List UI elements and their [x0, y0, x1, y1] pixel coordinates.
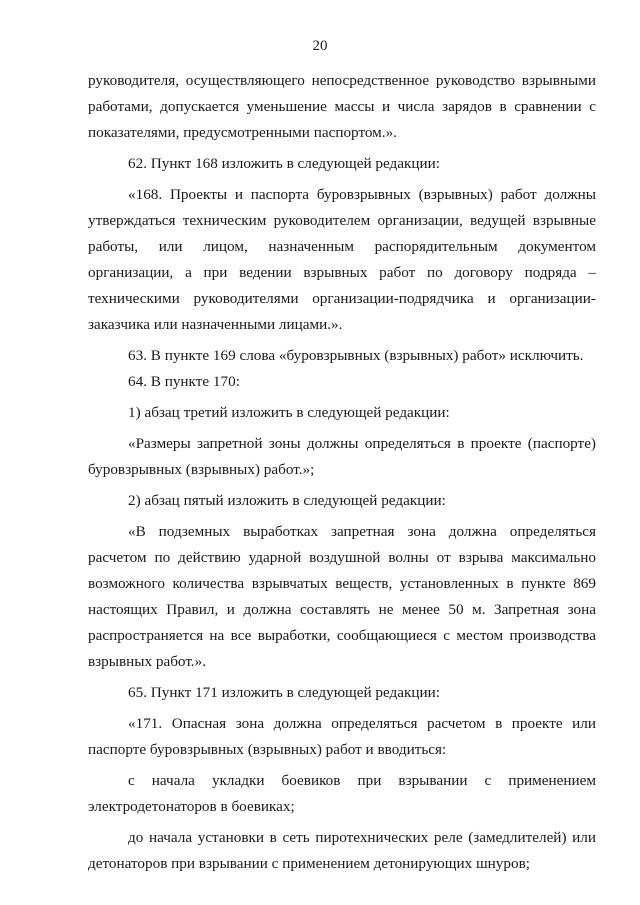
document-body [88, 68, 596, 877]
paragraph-sub-2: 2) абзац пятый изложить в следующей редакции: [128, 492, 446, 509]
paragraph-list-item-1: с начала укладки боевиков при взрывании с применением электродетонаторов в боевиках; [88, 772, 596, 815]
paragraph-sub-1: 1) абзац третий изложить в следующей редакции: [128, 404, 450, 421]
paragraph-point-171: «171. Опасная зона должна определяться расчетом в проекте или паспорте буровзрывных (взрывных) работ и вводиться: [88, 715, 596, 758]
paragraph-continuation: руководителя, осуществляющего непосредственное руководство взрывными работами, допускается уменьшение массы и числа зарядов в сравнении с показателями, предусмотренными паспортом.». [88, 72, 596, 141]
page-number: 20 [312, 38, 328, 54]
paragraph-point-168: «168. Проекты и паспорта буровзрывных (взрывных) работ должны утверждаться техническим руководителем организации, ведущей взрывные работы, или лицом, назначенным распорядительным документом организации, а при ведении взрывных работ по договору подряда – техническими руководителями организации-подрядчика и организации-заказчика или назначенными лицами.». [88, 186, 596, 333]
paragraph-item-63: 63. В пункте 169 слова «буровзрывных (взрывных) работ» исключить. [128, 347, 584, 364]
paragraph-list-item-2: до начала установки в сеть пиротехнических реле (замедлителей) или детонаторов при взрывании с применением детонирующих шнуров; [88, 829, 596, 872]
paragraph-item-64: 64. В пункте 170: [128, 373, 240, 390]
paragraph-underground-zone: «В подземных выработках запретная зона должна определяться расчетом по действию ударной воздушной волны от взрыва максимально возможного количества взрывчатых веществ, установленных в пункте 869 настоящих Правил, и должна составлять не менее 50 м. Запретная зона распространяется на все выработки, сообщающиеся с местом производства взрывных работ.». [88, 523, 596, 670]
paragraph-forbidden-zone-size: «Размеры запретной зоны должны определяться в проекте (паспорте) буровзрывных (взрывных) работ.»; [88, 435, 596, 478]
paragraph-item-62: 62. Пункт 168 изложить в следующей редакции: [128, 155, 441, 172]
paragraph-item-65: 65. Пункт 171 изложить в следующей редакции: [128, 684, 441, 701]
